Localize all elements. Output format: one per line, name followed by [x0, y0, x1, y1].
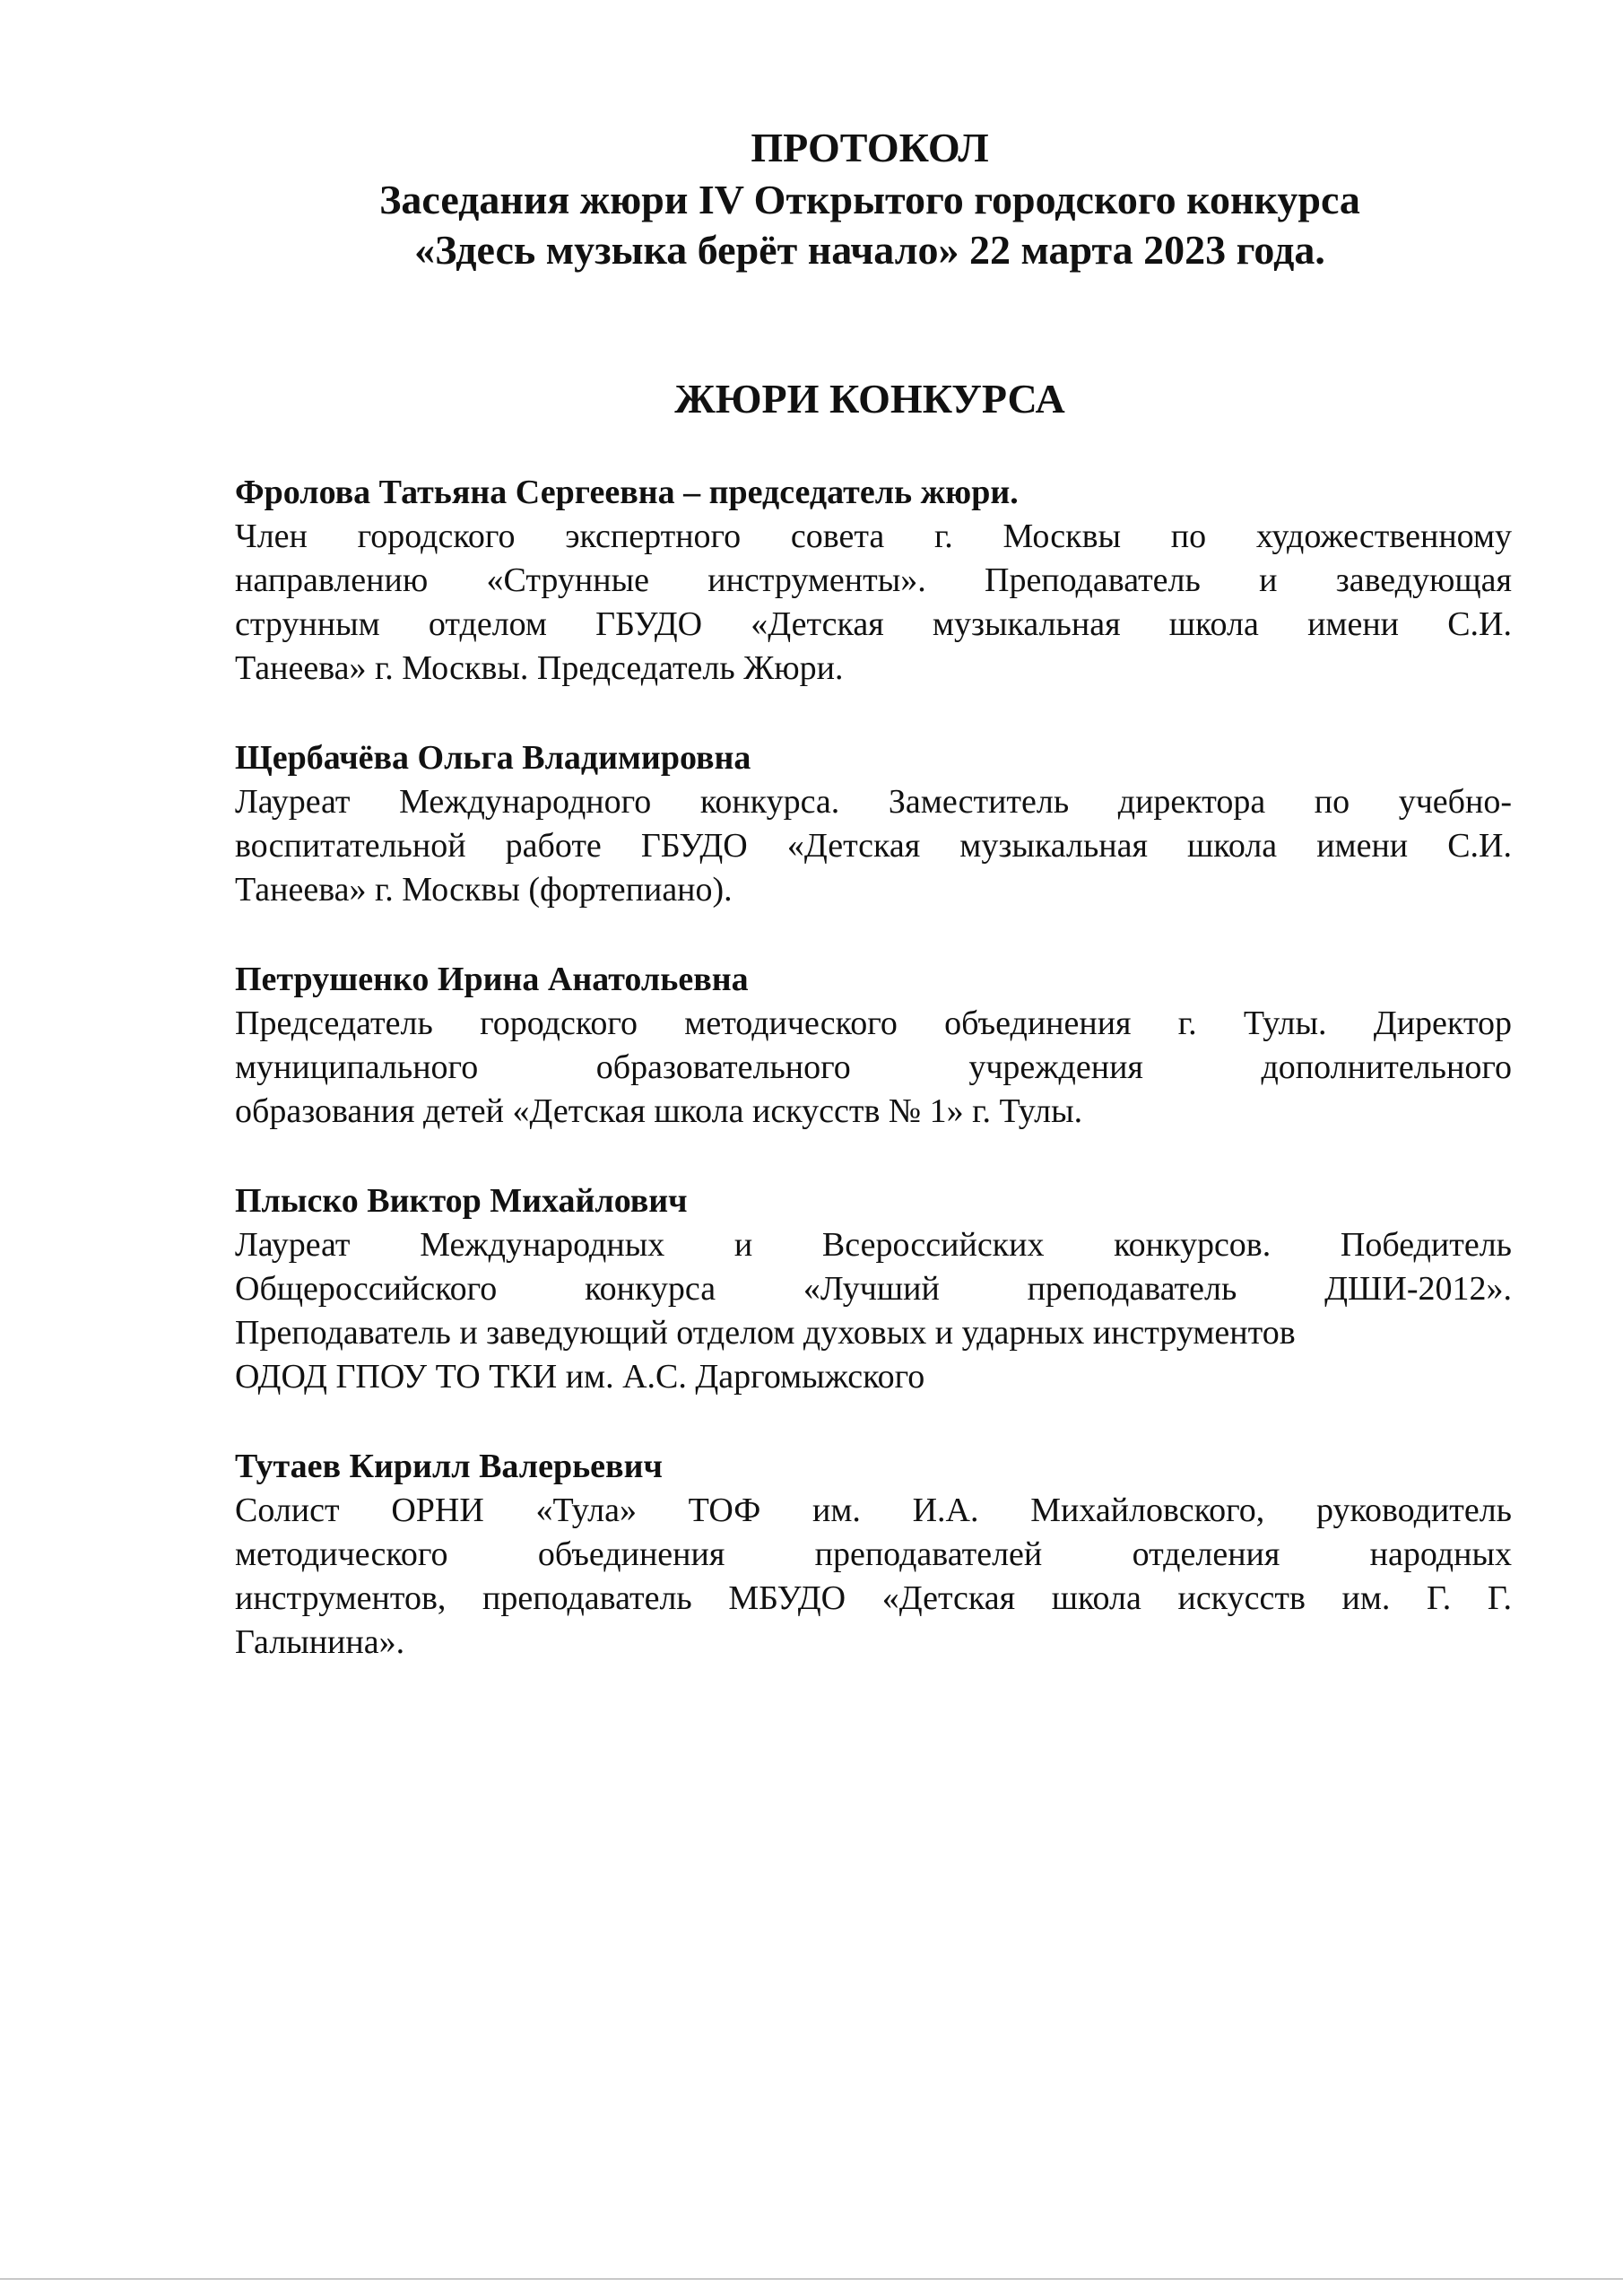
- description-line: Лауреат Международного конкурса. Заместитель директора по учебно-: [235, 783, 1512, 821]
- description-line: методического объединения преподавателей отделения народных: [235, 1535, 1512, 1573]
- jury-member-name: Плыско Виктор Михайлович: [235, 1182, 688, 1220]
- jury-member-description: [235, 780, 1512, 912]
- jury-member-name: Щербачёва Ольга Владимировна: [235, 739, 751, 777]
- description-line: Член городского экспертного совета г. Москвы по художественному: [235, 517, 1512, 555]
- description-line: Председатель городского методического объединения г. Тулы. Директор: [235, 1004, 1512, 1042]
- jury-member-description: [235, 1489, 1512, 1665]
- protocol-header: [233, 121, 1506, 275]
- jury-member: [235, 1179, 1512, 1399]
- jury-heading: ЖЮРИ КОНКУРСА: [674, 376, 1065, 422]
- jury-member-list: [235, 471, 1512, 1710]
- jury-member-description: [235, 1223, 1512, 1399]
- jury-member: [235, 471, 1512, 691]
- protocol-subtitle-line-2: «Здесь музыка берёт начало» 22 марта 2023 года.: [414, 227, 1325, 273]
- description-line: Танеева» г. Москвы (фортепиано).: [235, 871, 733, 909]
- description-line: Танеева» г. Москвы. Председатель Жюри.: [235, 649, 844, 687]
- scan-edge-line: [0, 2278, 1623, 2280]
- description-line: струнным отделом ГБУДО «Детская музыкальная школа имени С.И.: [235, 605, 1512, 643]
- description-line: Солист ОРНИ «Тула» ТОФ им. И.А. Михайловского, руководитель: [235, 1492, 1512, 1529]
- description-line: Галынина».: [235, 1623, 405, 1661]
- description-line: Преподаватель и заведующий отделом духовых и ударных инструментов: [235, 1314, 1296, 1352]
- jury-member: [235, 958, 1512, 1134]
- jury-member: [235, 736, 1512, 912]
- protocol-title: ПРОТОКОЛ: [751, 125, 989, 170]
- jury-member-name: Тутаев Кирилл Валерьевич: [235, 1448, 663, 1485]
- description-line: образования детей «Детская школа искусств № 1» г. Тулы.: [235, 1092, 1083, 1130]
- jury-member: [235, 1445, 1512, 1665]
- description-line: воспитательной работе ГБУДО «Детская музыкальная школа имени С.И.: [235, 827, 1512, 865]
- jury-member-name: Петрушенко Ирина Анатольевна: [235, 961, 749, 998]
- jury-member-name: Фролова Татьяна Сергеевна – председатель жюри.: [235, 474, 1019, 511]
- description-line: Лауреат Международных и Всероссийских конкурсов. Победитель: [235, 1226, 1512, 1264]
- description-line: Общероссийского конкурса «Лучший преподаватель ДШИ-2012».: [235, 1270, 1512, 1308]
- jury-member-description: [235, 1002, 1512, 1134]
- description-line: муниципального образовательного учреждения дополнительного: [235, 1048, 1512, 1086]
- description-line: ОДОД ГПОУ ТО ТКИ им. А.С. Даргомыжского: [235, 1358, 925, 1396]
- description-line: направлению «Струнные инструменты». Преподаватель и заведующая: [235, 561, 1512, 599]
- jury-member-description: [235, 515, 1512, 691]
- protocol-subtitle-line-1: Заседания жюри IV Открытого городского конкурса: [379, 177, 1360, 222]
- description-line: инструментов, преподаватель МБУДО «Детская школа искусств им. Г. Г.: [235, 1579, 1512, 1617]
